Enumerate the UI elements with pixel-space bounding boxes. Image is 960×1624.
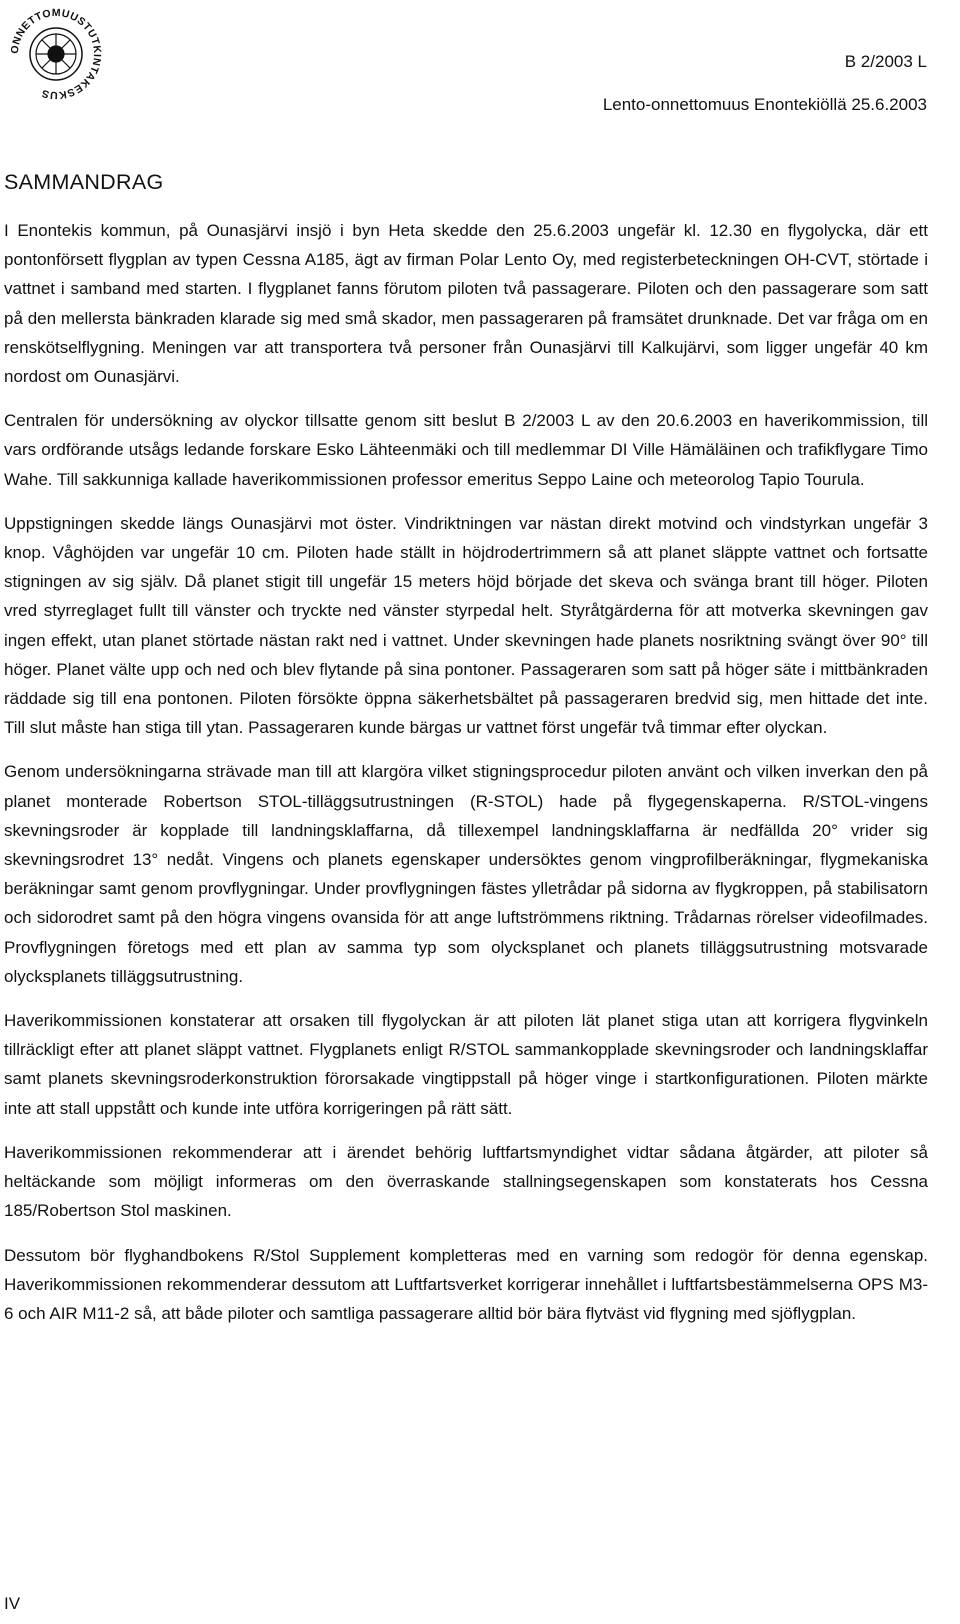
report-code: B 2/2003 L (844, 52, 927, 71)
paragraph: Genom undersökningarna strävade man till att klargöra vilket stigningsprocedur piloten använt och vilken inverkan den på planet monterade Robertson STOL-tilläggsutrustningen (R-STOL) hade på flygegenskaperna. R/STOL-vingens skevningsroder är kopplade till landningsklaffarna, då tillexempel landningsklaffarna är nedfällda 20° vrider sig skevningsrodret 13° nedåt. Vingens och planets egenskaper undersöktes genom vingprofilberäkningar, flygmekaniska beräkningar samt genom provflygningar. Under provflygningen fästes ylletrådar på sidorna av flygkroppen, på stabilisatorn och sidorodret samt på den högra vingens ovansida för att ange luftströmmens riktning. Trådarnas rörelser videofilmades. Provflygningen företogs med ett plan av samma typ som olycksplanet och planets tilläggsutrustning motsvarade olycksplanets tilläggsutrustning. (4, 762, 928, 986)
paragraph: Dessutom bör flyghandbokens R/Stol Supplement kompletteras med en varning som redogör för denna egenskap. Haverikommissionen rekommenderar dessutom att Luftfartsverket korrigerar innehållet i luftfartsbestämmelserna OPS M3-6 och AIR M11-2 så, att både piloter och samtliga passagerare alltid bör bära flytväst vid flygning med sjöflygplan. (4, 1245, 928, 1323)
logo (6, 4, 106, 104)
report-subtitle: Lento-onnettomuus Enontekiöllä 25.6.2003 (602, 95, 927, 114)
paragraph: Centralen för undersökning av olyckor tillsatte genom sitt beslut B 2/2003 L av den 20.6.2003 en haverikommission, till vars ordförande utsågs ledande forskare Esko Lähteenmäki och till medlemmar DI Ville Hämäläinen och trafikflygare Timo Wahe. Till sakkunniga kallade haverikommissionen professor emeritus Seppo Laine och meteorolog Tapio Tourula. (4, 411, 928, 489)
paragraph: Haverikommissionen konstaterar att orsaken till flygolyckan är att piloten lät planet stiga utan att korrigera flygvinkeln tillräckligt efter att planet släppt vattnet. Flygplanets enligt R/STOL sammankopplade skevningsroder och landningsklaffar samt planets skevningsroderkonstruktion förorsakade vingtippstall på höger vinge i startkonfigurationen. Piloten märkte inte att stall uppstått och kunde inte utföra korrigeringen på rätt sätt. (4, 1011, 928, 1118)
paragraph: Haverikommissionen rekommenderar att i ärendet behörig luftfartsmyndighet vidtar sådana åtgärder, att piloter så heltäckande som möjligt informeras om den överraskande stallningsegenskapen som konstaterats hos Cessna 185/Robertson Stol maskinen. (4, 1142, 928, 1221)
page-number: IV (4, 1594, 21, 1613)
page-title: SAMMANDRAG (4, 170, 164, 194)
paragraph: Uppstigningen skedde längs Ounasjärvi mot öster. Vindriktningen var nästan direkt motvind och vindstyrkan ungefär 3 knop. Våghöjden var ungefär 10 cm. Piloten hade ställt in höjdrodertrimmern så att planet släppte vattnet och fortsatte stigningen av sig själv. Då planet stigit till ungefär 15 meters höjd började det skeva och svänga brant till höger. Piloten vred styrreglaget fullt till vänster och tryckte ned vänster styrpedal helt. Styråtgärderna för att motverka skevningen gav ingen effekt, utan planet störtade nästan rakt ned i vattnet. Under skevningen hade planets nosriktning svängt över 90° till höger. Planet välte upp och ned och blev flytande på sina pontoner. Passageraren som satt på höger säte i mittbänkraden räddade sig till ena pontonen. Piloten försökte öppna säkerhetsbältet på passageraren bredvid sig, men hittade det inte. Till slut måste han stiga till ytan. Passageraren kunde bärgas ur vattnet först ungefär två timmar efter olyckan. (4, 513, 928, 738)
logo-text: ONNETTOMUUSTUTKINTAKESKUS (8, 6, 104, 102)
paragraph: I Enontekis kommun, på Ounasjärvi insjö i byn Heta skedde den 25.6.2003 ungefär kl. 12.30 en flygolycka, där ett pontonförsett flygplan av typen Cessna A185, ägt av firman Polar Lento Oy, med registerbeteckningen OH-CVT, störtade i vattnet i samband med starten. I flygplanet fanns förutom piloten två passagerare. Piloten och den passagerare som satt på den mellersta bänkraden klarade sig med små skador, men passageraren på framsätet drunknade. Det var fråga om en renskötselflygning. Meningen var att transportera två personer från Ounasjärvi till Kalkujärvi, som ligger ungefär 40 km nordost om Ounasjärvi. (4, 221, 928, 387)
shield-icon (36, 34, 76, 74)
document-body (4, 216, 928, 1343)
